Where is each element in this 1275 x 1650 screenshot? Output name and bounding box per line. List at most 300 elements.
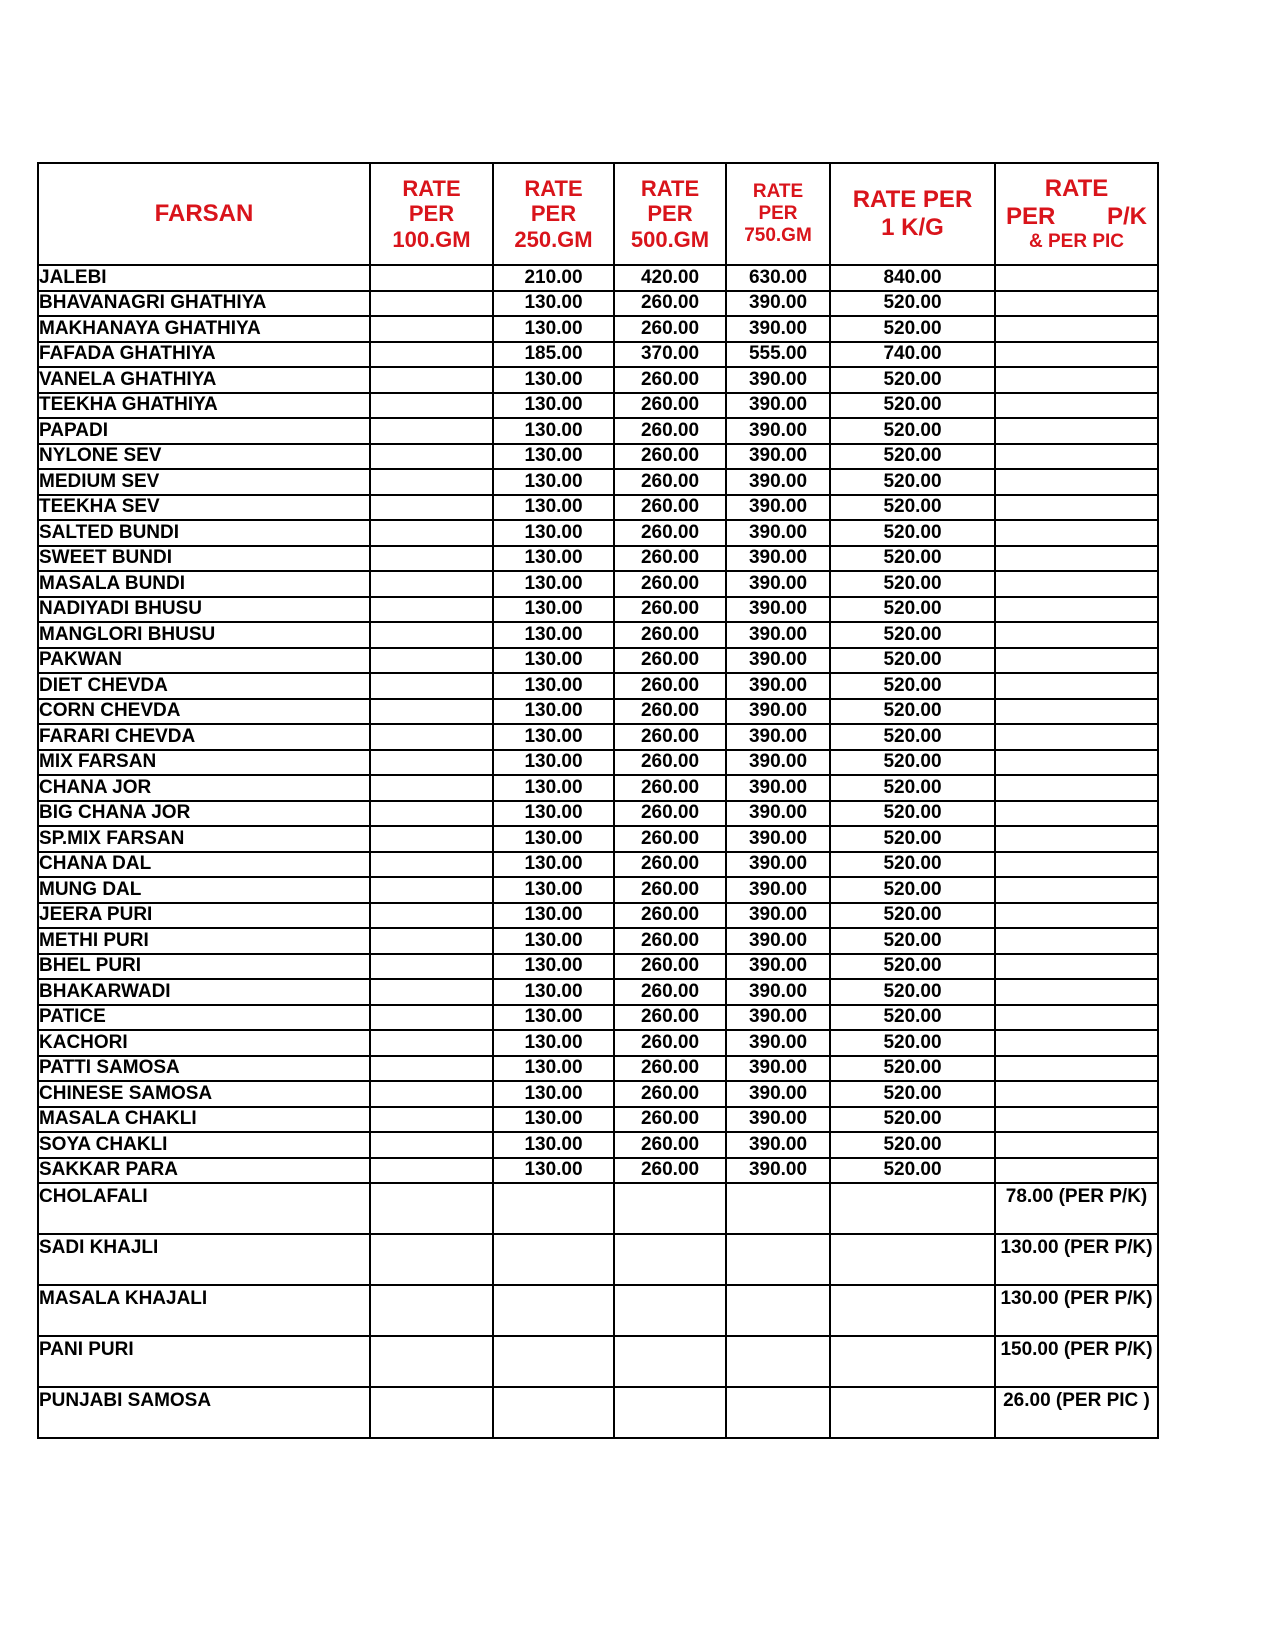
rate-per-pk-cell [995,1030,1158,1056]
table-row [38,979,1158,1005]
rate-250gm-cell: 130.00 [493,928,614,954]
item-name: NYLONE SEV [38,444,370,470]
rate-1kg-cell: 520.00 [830,724,995,750]
rate-500gm-cell: 260.00 [614,1030,726,1056]
item-name: SADI KHAJLI [38,1234,370,1285]
rate-500gm-cell [614,1285,726,1336]
rate-100gm-cell [370,265,493,291]
header-rate-per-pk: RATE PER P/K & PER PIC [995,163,1158,265]
rate-250gm-cell: 130.00 [493,750,614,776]
rate-per-pk-cell [995,724,1158,750]
rate-250gm-cell: 130.00 [493,546,614,572]
item-name: PATICE [38,1005,370,1031]
rate-1kg-cell: 520.00 [830,418,995,444]
rate-1kg-cell: 520.00 [830,1005,995,1031]
table-row [38,291,1158,317]
item-name: METHI PURI [38,928,370,954]
item-name: FARARI CHEVDA [38,724,370,750]
rate-1kg-cell: 520.00 [830,1158,995,1184]
rate-750gm-cell [726,1336,830,1387]
rate-250gm-cell: 130.00 [493,903,614,929]
rate-500gm-cell: 260.00 [614,367,726,393]
rate-per-pk-cell: 26.00 (PER PIC ) [995,1387,1158,1438]
header-farsan: FARSAN [38,163,370,265]
rate-250gm-cell: 130.00 [493,852,614,878]
rate-250gm-cell: 130.00 [493,622,614,648]
rate-250gm-cell: 130.00 [493,699,614,725]
rate-1kg-cell: 520.00 [830,622,995,648]
rate-per-pk-cell [995,928,1158,954]
rate-1kg-cell: 520.00 [830,852,995,878]
rate-500gm-cell: 260.00 [614,1132,726,1158]
rate-250gm-cell: 130.00 [493,444,614,470]
item-name: SWEET BUNDI [38,546,370,572]
rate-per-pk-cell [995,648,1158,674]
item-name: SP.MIX FARSAN [38,826,370,852]
rate-per-pk-cell [995,316,1158,342]
header-rate-100gm: RATE PER 100.GM [370,163,493,265]
rate-500gm-cell: 260.00 [614,801,726,827]
item-name: KACHORI [38,1030,370,1056]
rate-1kg-cell: 520.00 [830,393,995,419]
rate-750gm-cell: 390.00 [726,750,830,776]
rate-1kg-cell: 520.00 [830,903,995,929]
rate-500gm-cell: 260.00 [614,546,726,572]
rate-500gm-cell: 260.00 [614,877,726,903]
rate-100gm-cell [370,1107,493,1133]
rate-100gm-cell [370,877,493,903]
rate-100gm-cell [370,648,493,674]
table-row [38,1183,1158,1234]
item-name: MASALA CHAKLI [38,1107,370,1133]
rate-100gm-cell [370,1336,493,1387]
item-name: MAKHANAYA GHATHIYA [38,316,370,342]
rate-750gm-cell: 390.00 [726,546,830,572]
table-row [38,1081,1158,1107]
rate-per-pk-cell [995,546,1158,572]
rate-500gm-cell [614,1336,726,1387]
rate-750gm-cell: 390.00 [726,877,830,903]
rate-750gm-cell: 390.00 [726,367,830,393]
header-rate-1kg: RATE PER 1 K/G [830,163,995,265]
rate-per-pk-cell [995,801,1158,827]
rate-1kg-cell: 520.00 [830,673,995,699]
rate-1kg-cell: 520.00 [830,979,995,1005]
item-name: BHEL PURI [38,954,370,980]
table-row [38,1056,1158,1082]
rate-per-pk-cell [995,954,1158,980]
rate-per-pk-cell [995,673,1158,699]
rate-per-pk-cell [995,1005,1158,1031]
table-row [38,546,1158,572]
rate-1kg-cell: 520.00 [830,597,995,623]
rate-100gm-cell [370,775,493,801]
table-row [38,469,1158,495]
item-name: TEEKHA GHATHIYA [38,393,370,419]
rate-100gm-cell [370,571,493,597]
rate-100gm-cell [370,699,493,725]
item-name: CHANA JOR [38,775,370,801]
rate-250gm-cell: 130.00 [493,367,614,393]
rate-250gm-cell: 130.00 [493,1132,614,1158]
rate-per-pk-cell: 130.00 (PER P/K) [995,1285,1158,1336]
rate-500gm-cell: 260.00 [614,469,726,495]
rate-250gm-cell: 130.00 [493,1081,614,1107]
rate-250gm-cell: 130.00 [493,1158,614,1184]
rate-1kg-cell [830,1234,995,1285]
rate-500gm-cell [614,1183,726,1234]
rate-500gm-cell: 260.00 [614,495,726,521]
rate-500gm-cell: 260.00 [614,648,726,674]
rate-500gm-cell [614,1234,726,1285]
rate-750gm-cell: 390.00 [726,444,830,470]
rate-250gm-cell: 210.00 [493,265,614,291]
rate-500gm-cell: 370.00 [614,342,726,368]
rate-1kg-cell: 520.00 [830,546,995,572]
rate-500gm-cell: 260.00 [614,852,726,878]
item-name: BHAKARWADI [38,979,370,1005]
table-row [38,495,1158,521]
rate-500gm-cell: 260.00 [614,928,726,954]
rate-500gm-cell: 260.00 [614,316,726,342]
table-row [38,775,1158,801]
table-row [38,852,1158,878]
rate-750gm-cell: 390.00 [726,979,830,1005]
rate-250gm-cell: 130.00 [493,1056,614,1082]
rate-250gm-cell [493,1336,614,1387]
rate-750gm-cell: 390.00 [726,495,830,521]
rate-table-body [38,265,1158,1438]
rate-1kg-cell: 520.00 [830,444,995,470]
rate-1kg-cell: 520.00 [830,954,995,980]
rate-250gm-cell: 130.00 [493,393,614,419]
table-row [38,724,1158,750]
rate-250gm-cell: 130.00 [493,724,614,750]
rate-1kg-cell: 520.00 [830,291,995,317]
rate-100gm-cell [370,954,493,980]
rate-100gm-cell [370,979,493,1005]
rate-100gm-cell [370,750,493,776]
item-name: CHOLAFALI [38,1183,370,1234]
rate-250gm-cell: 130.00 [493,673,614,699]
rate-750gm-cell: 390.00 [726,418,830,444]
item-name: MIX FARSAN [38,750,370,776]
rate-500gm-cell: 260.00 [614,1107,726,1133]
item-name: PAKWAN [38,648,370,674]
rate-per-pk-cell [995,775,1158,801]
rate-250gm-cell: 130.00 [493,291,614,317]
rate-750gm-cell: 390.00 [726,393,830,419]
rate-100gm-cell [370,546,493,572]
rate-1kg-cell: 520.00 [830,495,995,521]
rate-per-pk-cell [995,1056,1158,1082]
rate-750gm-cell: 390.00 [726,1005,830,1031]
table-row [38,1030,1158,1056]
rate-1kg-cell [830,1285,995,1336]
item-name: MUNG DAL [38,877,370,903]
rate-per-pk-cell: 150.00 (PER P/K) [995,1336,1158,1387]
rate-500gm-cell: 260.00 [614,750,726,776]
rate-500gm-cell: 260.00 [614,1158,726,1184]
table-row [38,826,1158,852]
rate-1kg-cell: 520.00 [830,571,995,597]
rate-1kg-cell: 520.00 [830,775,995,801]
rate-per-pk-cell [995,1132,1158,1158]
item-name: PUNJABI SAMOSA [38,1387,370,1438]
rate-1kg-cell: 520.00 [830,469,995,495]
header-rate-250gm: RATE PER 250.GM [493,163,614,265]
rate-1kg-cell: 520.00 [830,750,995,776]
rate-per-pk-cell [995,622,1158,648]
rate-250gm-cell: 130.00 [493,520,614,546]
rate-500gm-cell: 260.00 [614,1081,726,1107]
rate-100gm-cell [370,291,493,317]
rate-100gm-cell [370,393,493,419]
item-name: TEEKHA SEV [38,495,370,521]
rate-per-pk-cell [995,903,1158,929]
rate-per-pk-cell [995,1107,1158,1133]
rate-250gm-cell: 130.00 [493,775,614,801]
item-name: BHAVANAGRI GHATHIYA [38,291,370,317]
rate-250gm-cell: 130.00 [493,1107,614,1133]
rate-per-pk-cell [995,342,1158,368]
rate-100gm-cell [370,520,493,546]
table-row [38,903,1158,929]
rate-per-pk-cell [995,750,1158,776]
item-name: JEERA PURI [38,903,370,929]
rate-per-pk-cell [995,444,1158,470]
rate-100gm-cell [370,826,493,852]
rate-500gm-cell: 260.00 [614,622,726,648]
rate-750gm-cell: 390.00 [726,597,830,623]
rate-100gm-cell [370,1387,493,1438]
rate-1kg-cell: 520.00 [830,1081,995,1107]
rate-250gm-cell: 130.00 [493,418,614,444]
rate-1kg-cell: 520.00 [830,1030,995,1056]
rate-500gm-cell: 260.00 [614,597,726,623]
rate-per-pk-cell [995,877,1158,903]
rate-750gm-cell: 390.00 [726,648,830,674]
rate-per-pk-cell [995,1081,1158,1107]
table-row [38,1132,1158,1158]
item-name: SOYA CHAKLI [38,1132,370,1158]
rate-250gm-cell: 130.00 [493,801,614,827]
table-row [38,699,1158,725]
rate-750gm-cell: 390.00 [726,775,830,801]
rate-250gm-cell: 130.00 [493,469,614,495]
rate-750gm-cell [726,1234,830,1285]
rate-750gm-cell: 390.00 [726,903,830,929]
rate-100gm-cell [370,316,493,342]
rate-1kg-cell [830,1183,995,1234]
rate-per-pk-cell [995,495,1158,521]
rate-1kg-cell: 520.00 [830,648,995,674]
rate-750gm-cell: 390.00 [726,852,830,878]
rate-100gm-cell [370,1056,493,1082]
rate-1kg-cell: 520.00 [830,928,995,954]
rate-250gm-cell: 130.00 [493,571,614,597]
table-row [38,393,1158,419]
rate-250gm-cell: 130.00 [493,316,614,342]
rate-500gm-cell: 260.00 [614,418,726,444]
rate-500gm-cell: 260.00 [614,673,726,699]
rate-per-pk-cell [995,367,1158,393]
table-row [38,1005,1158,1031]
item-name: FAFADA GHATHIYA [38,342,370,368]
table-row [38,1158,1158,1184]
rate-per-pk-cell [995,418,1158,444]
rate-100gm-cell [370,418,493,444]
item-name: PATTI SAMOSA [38,1056,370,1082]
rate-750gm-cell: 390.00 [726,699,830,725]
rate-100gm-cell [370,1030,493,1056]
rate-250gm-cell: 130.00 [493,954,614,980]
item-name: NADIYADI BHUSU [38,597,370,623]
rate-per-pk-cell [995,979,1158,1005]
rate-1kg-cell: 520.00 [830,877,995,903]
rate-250gm-cell: 130.00 [493,495,614,521]
rate-750gm-cell: 390.00 [726,673,830,699]
rate-250gm-cell: 130.00 [493,597,614,623]
table-row [38,801,1158,827]
rate-250gm-cell [493,1234,614,1285]
rate-250gm-cell [493,1387,614,1438]
rate-1kg-cell: 520.00 [830,520,995,546]
header-rate-750gm: RATE PER 750.GM [726,163,830,265]
rate-500gm-cell: 260.00 [614,954,726,980]
rate-1kg-cell: 520.00 [830,1132,995,1158]
rate-1kg-cell: 840.00 [830,265,995,291]
header-rate-500gm: RATE PER 500.GM [614,163,726,265]
rate-750gm-cell: 555.00 [726,342,830,368]
rate-750gm-cell: 390.00 [726,1056,830,1082]
rate-per-pk-cell: 78.00 (PER P/K) [995,1183,1158,1234]
rate-1kg-cell: 740.00 [830,342,995,368]
table-row [38,750,1158,776]
rate-500gm-cell: 260.00 [614,775,726,801]
item-name: PAPADI [38,418,370,444]
item-name: MEDIUM SEV [38,469,370,495]
table-row [38,622,1158,648]
rate-100gm-cell [370,495,493,521]
rate-100gm-cell [370,597,493,623]
rate-100gm-cell [370,1234,493,1285]
rate-750gm-cell: 390.00 [726,1107,830,1133]
rate-750gm-cell: 390.00 [726,316,830,342]
rate-per-pk-cell [995,469,1158,495]
rate-per-pk-cell [995,699,1158,725]
rate-100gm-cell [370,469,493,495]
rate-750gm-cell: 390.00 [726,928,830,954]
rate-per-pk-cell [995,826,1158,852]
rate-500gm-cell: 260.00 [614,444,726,470]
rate-250gm-cell: 185.00 [493,342,614,368]
rate-500gm-cell: 260.00 [614,699,726,725]
rate-250gm-cell: 130.00 [493,979,614,1005]
table-row [38,520,1158,546]
item-name: MANGLORI BHUSU [38,622,370,648]
table-row [38,1285,1158,1336]
item-name: DIET CHEVDA [38,673,370,699]
rate-1kg-cell: 520.00 [830,1107,995,1133]
rate-500gm-cell: 260.00 [614,979,726,1005]
table-row [38,1387,1158,1438]
rate-750gm-cell: 390.00 [726,1132,830,1158]
rate-1kg-cell: 520.00 [830,801,995,827]
rate-750gm-cell: 390.00 [726,954,830,980]
rate-750gm-cell: 390.00 [726,1081,830,1107]
rate-750gm-cell [726,1285,830,1336]
rate-750gm-cell: 390.00 [726,801,830,827]
rate-100gm-cell [370,367,493,393]
item-name: CORN CHEVDA [38,699,370,725]
table-row [38,597,1158,623]
rate-500gm-cell: 260.00 [614,1056,726,1082]
table-row [38,444,1158,470]
rate-500gm-cell: 260.00 [614,903,726,929]
table-row [38,673,1158,699]
rate-per-pk-cell [995,571,1158,597]
rate-750gm-cell: 390.00 [726,724,830,750]
item-name: CHINESE SAMOSA [38,1081,370,1107]
rate-100gm-cell [370,1285,493,1336]
rate-100gm-cell [370,1183,493,1234]
rate-per-pk-cell: 130.00 (PER P/K) [995,1234,1158,1285]
rate-100gm-cell [370,1158,493,1184]
rate-500gm-cell: 260.00 [614,393,726,419]
rate-750gm-cell: 390.00 [726,571,830,597]
rate-100gm-cell [370,622,493,648]
rate-750gm-cell: 390.00 [726,826,830,852]
rate-100gm-cell [370,1081,493,1107]
header-row [38,163,1158,265]
table-row [38,877,1158,903]
rate-100gm-cell [370,673,493,699]
table-row [38,648,1158,674]
rate-per-pk-cell [995,393,1158,419]
item-name: BIG CHANA JOR [38,801,370,827]
rate-750gm-cell [726,1183,830,1234]
rate-250gm-cell: 130.00 [493,877,614,903]
rate-100gm-cell [370,801,493,827]
rate-per-pk-cell [995,852,1158,878]
rate-100gm-cell [370,1005,493,1031]
item-name: JALEBI [38,265,370,291]
rate-1kg-cell: 520.00 [830,367,995,393]
rate-100gm-cell [370,1132,493,1158]
rate-250gm-cell: 130.00 [493,826,614,852]
rate-250gm-cell: 130.00 [493,1005,614,1031]
table-row [38,265,1158,291]
table-row [38,316,1158,342]
table-row [38,954,1158,980]
rate-750gm-cell: 390.00 [726,1158,830,1184]
rate-100gm-cell [370,724,493,750]
rate-1kg-cell [830,1387,995,1438]
rate-250gm-cell [493,1183,614,1234]
rate-100gm-cell [370,852,493,878]
table-row [38,1107,1158,1133]
table-row [38,571,1158,597]
rate-500gm-cell [614,1387,726,1438]
table-row [38,1234,1158,1285]
rate-100gm-cell [370,444,493,470]
rate-500gm-cell: 260.00 [614,1005,726,1031]
rate-1kg-cell: 520.00 [830,826,995,852]
rate-1kg-cell: 520.00 [830,699,995,725]
rate-per-pk-cell [995,265,1158,291]
item-name: VANELA GHATHIYA [38,367,370,393]
